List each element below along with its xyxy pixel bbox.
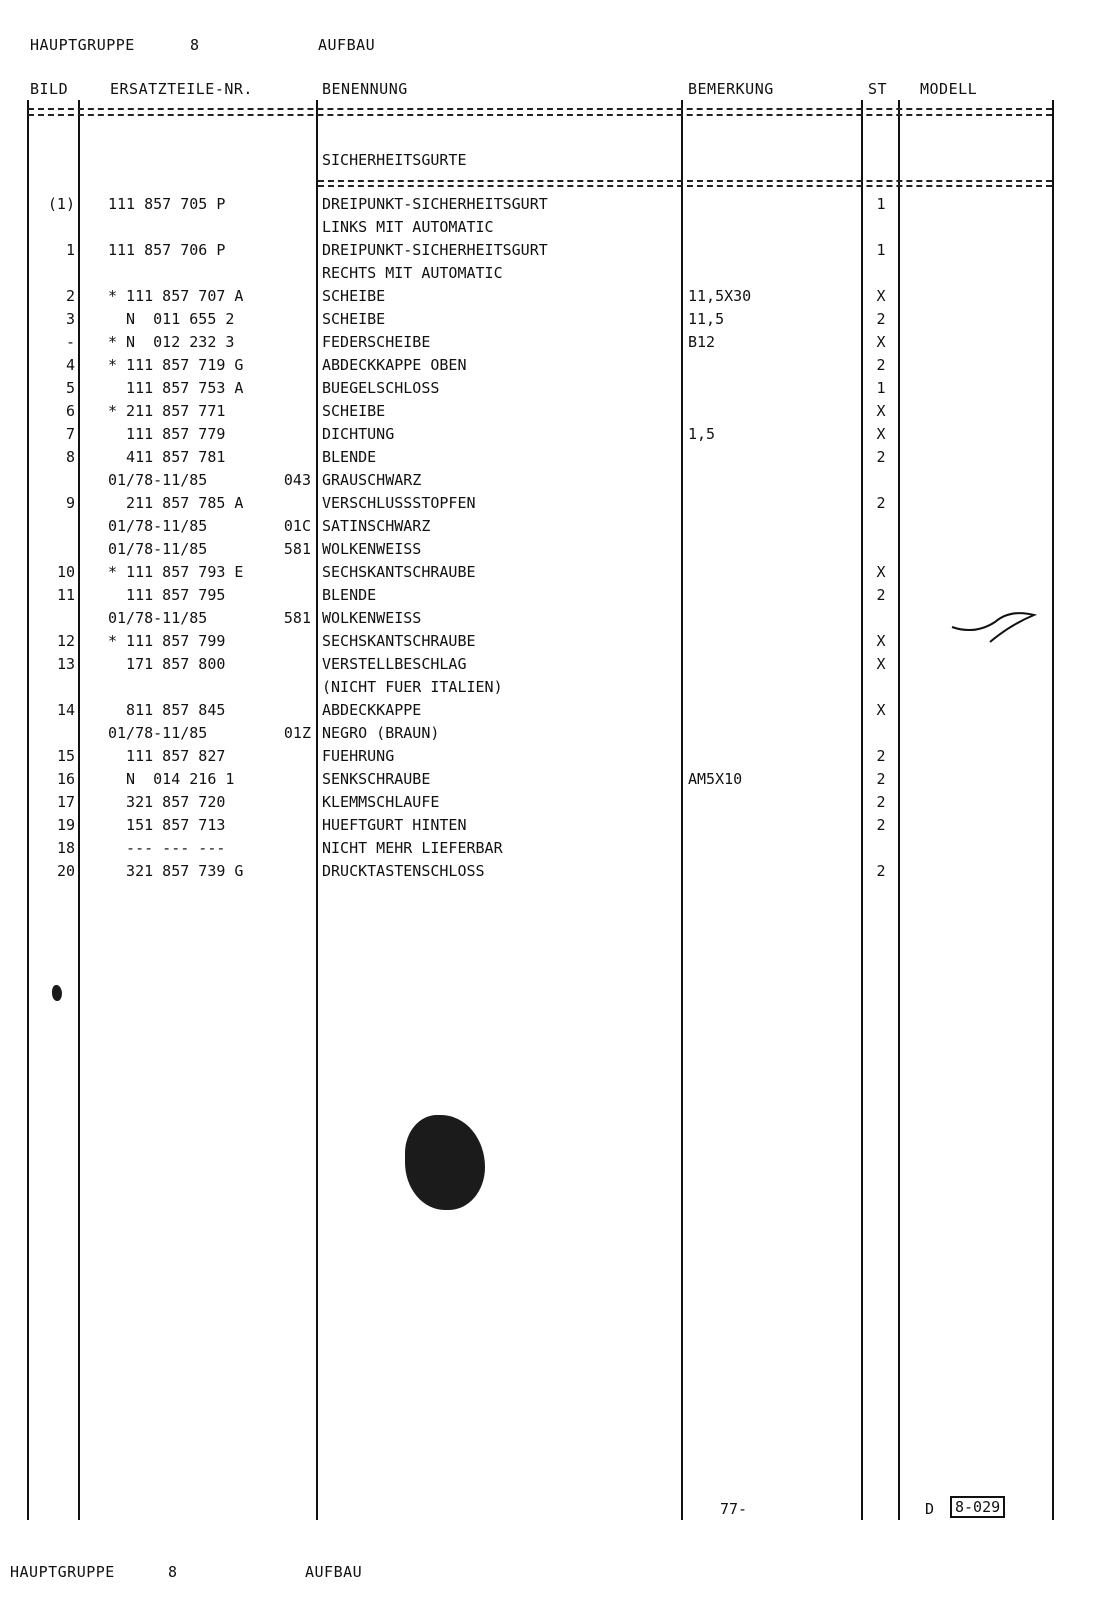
table-row bbox=[0, 446, 1107, 469]
color-code-cell: 581 bbox=[283, 609, 311, 627]
bild-cell: - bbox=[65, 333, 75, 351]
bottom-group-number: 8 bbox=[168, 1563, 178, 1581]
designation-cell: DREIPUNKT-SICHERHEITSGURT bbox=[322, 241, 548, 259]
part-number-cell: 321 857 720 bbox=[108, 793, 226, 811]
table-row bbox=[0, 814, 1107, 837]
part-number-cell: 01/78-11/85 bbox=[108, 724, 208, 742]
remark-cell: B12 bbox=[688, 333, 716, 351]
table-row bbox=[0, 791, 1107, 814]
designation-cell: NICHT MEHR LIEFERBAR bbox=[322, 839, 503, 857]
bild-cell: 12 bbox=[56, 632, 75, 650]
table-row bbox=[0, 860, 1107, 883]
bottom-group-name: AUFBAU bbox=[305, 1563, 363, 1581]
designation-cell: SCHEIBE bbox=[322, 402, 386, 420]
quantity-cell: 2 bbox=[876, 494, 886, 512]
table-row bbox=[0, 377, 1107, 400]
table-row bbox=[0, 331, 1107, 354]
designation-cell: ABDECKKAPPE bbox=[322, 701, 422, 719]
designation-cell: FUEHRUNG bbox=[322, 747, 395, 765]
table-row bbox=[0, 515, 1107, 538]
part-number-cell: 111 857 827 bbox=[108, 747, 226, 765]
quantity-cell: 2 bbox=[876, 448, 886, 466]
designation-cell: WOLKENWEISS bbox=[322, 609, 422, 627]
bild-cell: 4 bbox=[65, 356, 75, 374]
col-header-benennung: BENENNUNG bbox=[322, 80, 408, 98]
designation-cell: SATINSCHWARZ bbox=[322, 517, 431, 535]
table-row bbox=[0, 538, 1107, 561]
quantity-cell: 1 bbox=[876, 379, 886, 397]
part-number-cell: 111 857 705 P bbox=[108, 195, 226, 213]
ink-stain bbox=[405, 1115, 485, 1210]
bild-cell: 20 bbox=[56, 862, 75, 880]
part-number-cell: * 211 857 771 bbox=[108, 402, 226, 420]
designation-cell: GRAUSCHWARZ bbox=[322, 471, 422, 489]
part-number-cell: 321 857 739 G bbox=[108, 862, 244, 880]
bild-cell: 7 bbox=[65, 425, 75, 443]
part-number-cell: 171 857 800 bbox=[108, 655, 226, 673]
table-row bbox=[0, 423, 1107, 446]
designation-cell: DRUCKTASTENSCHLOSS bbox=[322, 862, 485, 880]
designation-cell: WOLKENWEISS bbox=[322, 540, 422, 558]
col-header-st: ST bbox=[868, 80, 888, 98]
designation-cell: SENKSCHRAUBE bbox=[322, 770, 431, 788]
table-row bbox=[0, 285, 1107, 308]
table-row bbox=[0, 216, 1107, 239]
table-row bbox=[0, 308, 1107, 331]
part-number-cell: N 011 655 2 bbox=[108, 310, 235, 328]
bild-cell: 15 bbox=[56, 747, 75, 765]
section-title: SICHERHEITSGURTE bbox=[322, 151, 467, 169]
quantity-cell: X bbox=[876, 402, 886, 420]
part-number-cell: 111 857 795 bbox=[108, 586, 226, 604]
part-number-cell: 151 857 713 bbox=[108, 816, 226, 834]
table-row bbox=[0, 722, 1107, 745]
designation-cell: SCHEIBE bbox=[322, 310, 386, 328]
remark-cell: 11,5X30 bbox=[688, 287, 752, 305]
bild-cell: 16 bbox=[56, 770, 75, 788]
part-number-cell: * 111 857 719 G bbox=[108, 356, 244, 374]
group-number: 8 bbox=[190, 36, 200, 54]
color-code-cell: 01Z bbox=[283, 724, 311, 742]
designation-cell: SECHSKANTSCHRAUBE bbox=[322, 632, 476, 650]
quantity-cell: X bbox=[876, 287, 886, 305]
part-number-cell: 01/78-11/85 bbox=[108, 517, 208, 535]
header-separator bbox=[28, 114, 1052, 116]
color-code-cell: 01C bbox=[283, 517, 311, 535]
part-number-cell: 01/78-11/85 bbox=[108, 609, 208, 627]
quantity-cell: 2 bbox=[876, 862, 886, 880]
designation-cell: BUEGELSCHLOSS bbox=[322, 379, 440, 397]
table-row bbox=[0, 469, 1107, 492]
part-number-cell: 111 857 779 bbox=[108, 425, 226, 443]
bild-cell: 8 bbox=[65, 448, 75, 466]
page-number: 77- bbox=[720, 1500, 748, 1518]
remark-cell: 1,5 bbox=[688, 425, 716, 443]
bild-cell: 5 bbox=[65, 379, 75, 397]
designation-cell: DICHTUNG bbox=[322, 425, 395, 443]
quantity-cell: 2 bbox=[876, 770, 886, 788]
designation-cell: LINKS MIT AUTOMATIC bbox=[322, 218, 494, 236]
designation-cell: KLEMMSCHLAUFE bbox=[322, 793, 440, 811]
designation-cell: HUEFTGURT HINTEN bbox=[322, 816, 467, 834]
bild-cell: 2 bbox=[65, 287, 75, 305]
quantity-cell: X bbox=[876, 425, 886, 443]
page-code: 8-029 bbox=[950, 1496, 1005, 1518]
designation-cell: SECHSKANTSCHRAUBE bbox=[322, 563, 476, 581]
designation-cell: BLENDE bbox=[322, 586, 377, 604]
part-number-cell: 211 857 785 A bbox=[108, 494, 244, 512]
color-code-cell: 043 bbox=[283, 471, 311, 489]
designation-cell: VERSCHLUSSSTOPFEN bbox=[322, 494, 476, 512]
quantity-cell: 2 bbox=[876, 816, 886, 834]
table-row bbox=[0, 400, 1107, 423]
table-row bbox=[0, 653, 1107, 676]
quantity-cell: 1 bbox=[876, 241, 886, 259]
designation-cell: DREIPUNKT-SICHERHEITSGURT bbox=[322, 195, 548, 213]
table-row bbox=[0, 676, 1107, 699]
bild-cell: (1) bbox=[47, 195, 75, 213]
col-header-modell: MODELL bbox=[920, 80, 978, 98]
group-label: HAUPTGRUPPE bbox=[30, 36, 135, 54]
section-separator bbox=[318, 185, 1052, 187]
col-header-bemerkung: BEMERKUNG bbox=[688, 80, 774, 98]
bild-cell: 9 bbox=[65, 494, 75, 512]
designation-cell: (NICHT FUER ITALIEN) bbox=[322, 678, 503, 696]
quantity-cell: 2 bbox=[876, 356, 886, 374]
bild-cell: 10 bbox=[56, 563, 75, 581]
table-row bbox=[0, 630, 1107, 653]
bild-cell: 13 bbox=[56, 655, 75, 673]
bild-cell: 6 bbox=[65, 402, 75, 420]
part-number-cell: * N 012 232 3 bbox=[108, 333, 235, 351]
color-code-cell: 581 bbox=[283, 540, 311, 558]
quantity-cell: X bbox=[876, 563, 886, 581]
quantity-cell: 2 bbox=[876, 310, 886, 328]
quantity-cell: 1 bbox=[876, 195, 886, 213]
table-row bbox=[0, 193, 1107, 216]
page-code-box bbox=[950, 1498, 1005, 1516]
table-row bbox=[0, 745, 1107, 768]
table-row bbox=[0, 768, 1107, 791]
quantity-cell: X bbox=[876, 655, 886, 673]
designation-cell: NEGRO (BRAUN) bbox=[322, 724, 440, 742]
table-row bbox=[0, 492, 1107, 515]
designation-cell: SCHEIBE bbox=[322, 287, 386, 305]
bild-cell: 17 bbox=[56, 793, 75, 811]
language-code: D bbox=[925, 1500, 935, 1518]
part-number-cell: 811 857 845 bbox=[108, 701, 226, 719]
part-number-cell: 01/78-11/85 bbox=[108, 471, 208, 489]
part-number-cell: * 111 857 799 bbox=[108, 632, 226, 650]
header-separator bbox=[28, 108, 1052, 110]
remark-cell: 11,5 bbox=[688, 310, 725, 328]
bild-cell: 11 bbox=[56, 586, 75, 604]
part-number-cell: N 014 216 1 bbox=[108, 770, 235, 788]
table-row bbox=[0, 239, 1107, 262]
ink-spot bbox=[52, 985, 62, 1001]
section-separator bbox=[318, 180, 1052, 182]
part-number-cell: 01/78-11/85 bbox=[108, 540, 208, 558]
bild-cell: 3 bbox=[65, 310, 75, 328]
scribble-mark bbox=[950, 607, 1040, 647]
table-row bbox=[0, 354, 1107, 377]
designation-cell: RECHTS MIT AUTOMATIC bbox=[322, 264, 503, 282]
bild-cell: 18 bbox=[56, 839, 75, 857]
col-header-ersatzteile: ERSATZTEILE-NR. bbox=[110, 80, 253, 98]
designation-cell: ABDECKKAPPE OBEN bbox=[322, 356, 467, 374]
table-row bbox=[0, 837, 1107, 860]
designation-cell: BLENDE bbox=[322, 448, 377, 466]
table-row bbox=[0, 607, 1107, 630]
bild-cell: 1 bbox=[65, 241, 75, 259]
col-header-bild: BILD bbox=[30, 80, 69, 98]
quantity-cell: 2 bbox=[876, 586, 886, 604]
table-row bbox=[0, 699, 1107, 722]
part-number-cell: 111 857 706 P bbox=[108, 241, 226, 259]
quantity-cell: X bbox=[876, 632, 886, 650]
part-number-cell: * 111 857 793 E bbox=[108, 563, 244, 581]
quantity-cell: 2 bbox=[876, 747, 886, 765]
table-row bbox=[0, 584, 1107, 607]
part-number-cell: 411 857 781 bbox=[108, 448, 226, 466]
part-number-cell: * 111 857 707 A bbox=[108, 287, 244, 305]
quantity-cell: 2 bbox=[876, 793, 886, 811]
designation-cell: FEDERSCHEIBE bbox=[322, 333, 431, 351]
bild-cell: 14 bbox=[56, 701, 75, 719]
bottom-group-label: HAUPTGRUPPE bbox=[10, 1563, 115, 1581]
part-number-cell: 111 857 753 A bbox=[108, 379, 244, 397]
remark-cell: AM5X10 bbox=[688, 770, 743, 788]
designation-cell: VERSTELLBESCHLAG bbox=[322, 655, 467, 673]
table-row bbox=[0, 561, 1107, 584]
quantity-cell: X bbox=[876, 333, 886, 351]
quantity-cell: X bbox=[876, 701, 886, 719]
part-number-cell: --- --- --- bbox=[108, 839, 226, 857]
bild-cell: 19 bbox=[56, 816, 75, 834]
group-name: AUFBAU bbox=[318, 36, 376, 54]
table-row bbox=[0, 262, 1107, 285]
